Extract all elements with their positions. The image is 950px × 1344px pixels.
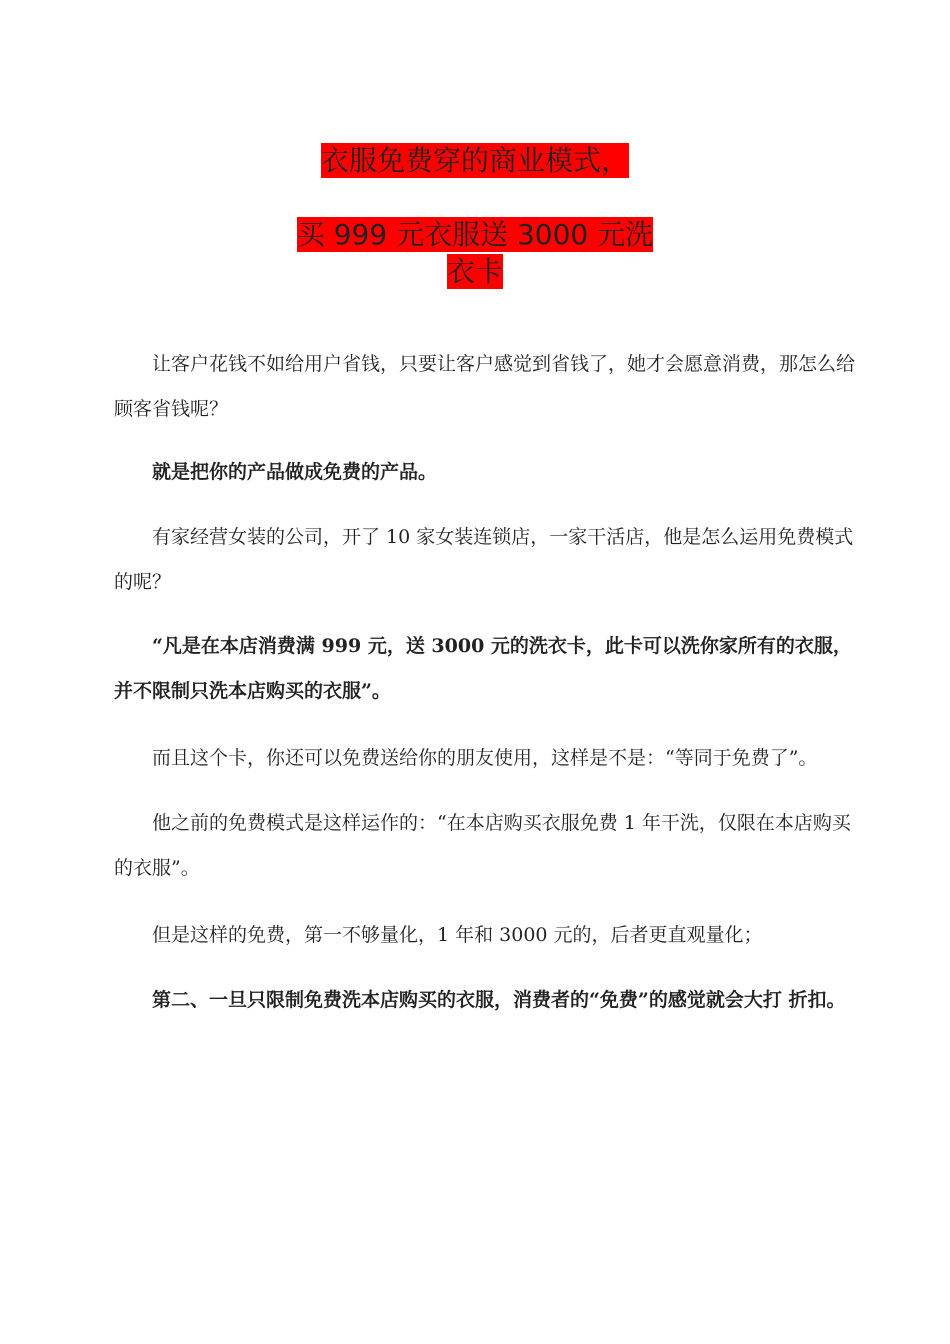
title-text-2: 买 999 元衣服送 3000 元洗衣卡 — [296, 218, 654, 288]
paragraph-4: “凡是在本店消费满 999 元，送 3000 元的洗衣卡，此卡可以洗你家所有的衣服，并不限制只洗本店购买的衣服”。 — [114, 635, 852, 702]
title-line-1 — [0, 142, 950, 179]
paragraph-8: 第二、一旦只限制免费洗本店购买的衣服，消费者的“免费”的感觉就会大打 折扣。 — [152, 989, 846, 1011]
paragraph-3: 有家经营女装的公司，开了 10 家女装连锁店，一家干活店，他是怎么运用免费模式的呢？ — [114, 526, 854, 593]
paragraph-2: 就是把你的产品做成免费的产品。 — [152, 461, 438, 483]
paragraph-6: 他之前的免费模式是这样运作的：“在本店购买衣服免费 1 年干洗，仅限在本店购买的衣服”。 — [114, 812, 851, 879]
paragraph-1: 让客户花钱不如给用户省钱，只要让客户感觉到省钱了，她才会愿意消费，那怎么给顾客省钱呢？ — [114, 353, 856, 420]
paragraph-5: 而且这个卡，你还可以免费送给你的朋友使用，这样是不是：“等同于免费了”。 — [152, 747, 818, 769]
title-text-1: 衣服免费穿的商业模式， — [320, 144, 629, 177]
title-line-2 — [0, 216, 950, 290]
paragraph-7: 但是这样的免费，第一不够量化，1 年和 3000 元的，后者更直观量化； — [152, 924, 763, 946]
